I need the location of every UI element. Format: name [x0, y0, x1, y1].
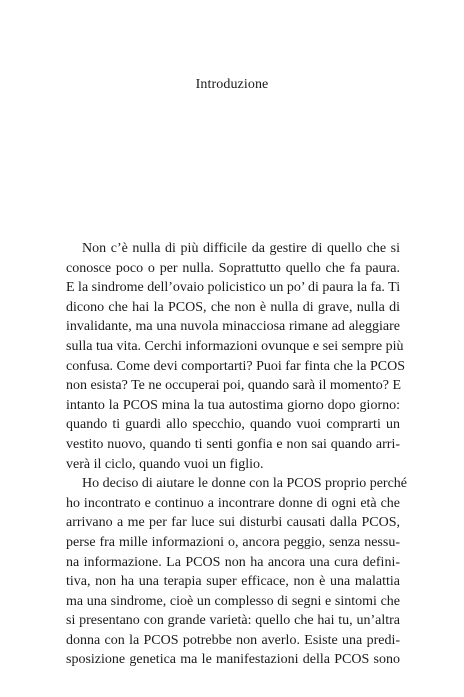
text-line: E la sindrome dell’ovaio policistico un po’ di paura la fa. Ti	[66, 280, 401, 296]
text-line: Non c’è nulla di più difficile da gestire di quello che si	[82, 241, 400, 256]
text-line: vestito nuovo, quando ti senti gonfia e non sai quando arri-	[66, 436, 400, 452]
text-line: donna con la PCOS potrebbe non averlo. Esiste una predi-	[66, 632, 400, 648]
text-line: si presentano con grande varietà: quello che hai tu, un’altra	[66, 613, 400, 629]
text-line: arrivano a me per far luce sui disturbi causati dalla PCOS,	[66, 515, 400, 531]
body-text	[66, 239, 408, 670]
text-line: perse fra mille informazioni o, ancora peggio, senza nessu-	[66, 534, 400, 550]
text-line: ho incontrato e continuo a incontrare donne di ogni età che	[66, 495, 400, 511]
text-line: ma una sindrome, cioè un complesso di segni e sintomi che	[66, 593, 400, 609]
text-line: verà il ciclo, quando vuoi un figlio.	[66, 456, 264, 472]
paragraph-2	[66, 474, 408, 670]
text-line: dicono che hai la PCOS, che non è nulla di grave, nulla di	[66, 299, 400, 315]
text-line: na informazione. La PCOS non ha ancora una cura defini-	[66, 554, 400, 570]
text-line: conosce poco o per nulla. Soprattutto quello che fa paura.	[66, 260, 400, 276]
paragraph-1	[66, 239, 406, 474]
chapter-title: Introduzione	[195, 77, 269, 92]
text-line: confusa. Come devi comportarti? Puoi far finta che la PCOS	[66, 358, 406, 374]
text-line: non esista? Te ne occuperai poi, quando sarà il momento? E	[66, 378, 402, 394]
text-line: invalidante, ma una nuvola minacciosa rimane ad aleggiare	[66, 319, 400, 335]
text-line: sulla tua vita. Cerchi informazioni ovunque e sei sempre più	[66, 338, 404, 354]
text-line: tiva, non ha una terapia super efficace, non è una malattia	[66, 574, 400, 590]
text-line: Ho deciso di aiutare le donne con la PCOS proprio perché	[82, 476, 408, 492]
text-line: intanto la PCOS mina la tua autostima giorno dopo giorno:	[66, 397, 400, 413]
text-line: sposizione genetica ma le manifestazioni della PCOS sono	[66, 652, 400, 668]
text-line: quando ti guardi allo specchio, quando vuoi comprarti un	[66, 417, 400, 433]
